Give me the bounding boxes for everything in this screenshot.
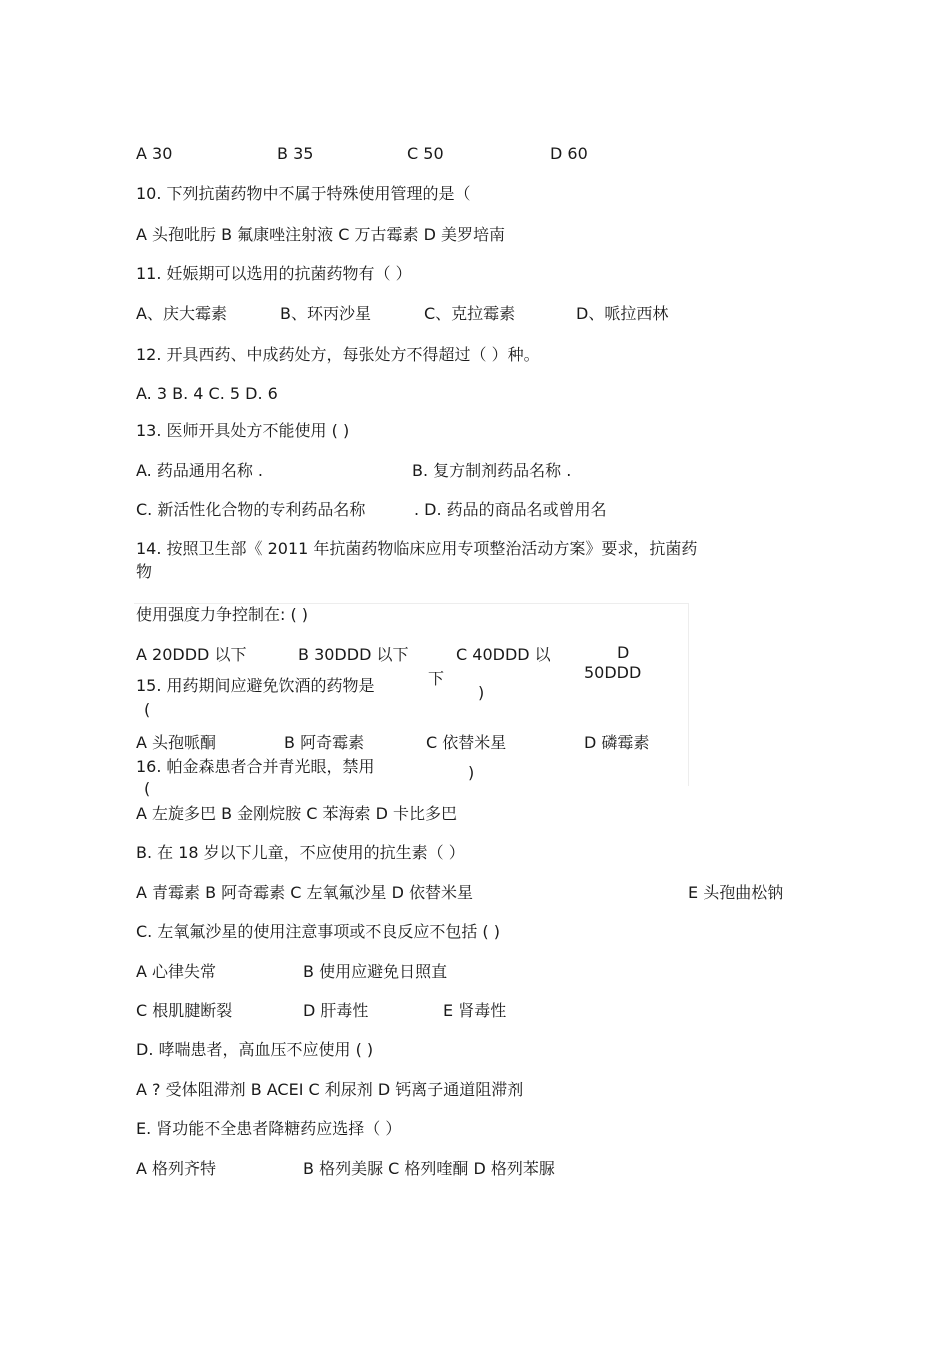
question-12-stem: 12. 开具西药、中成药处方，每张处方不得超过（ ）种。 [136, 345, 540, 364]
question-e-option-a: A 格列齐特 [136, 1159, 217, 1178]
question-c-option-d: D 肝毒性 [303, 1001, 369, 1020]
option-a: A 30 [136, 144, 173, 163]
question-15-stem: 15. 用药期间应避免饮酒的药物是 [136, 676, 375, 695]
question-14-stem-line3: 使用强度力争控制在: ( ) [136, 605, 309, 624]
question-14-option-d-value: 50DDD [584, 663, 642, 682]
question-14-option-a: A 20DDD 以下 [136, 645, 247, 664]
question-15-option-d: D 磷霉素 [584, 733, 650, 752]
question-16-paren-close: ) [468, 763, 475, 782]
question-b-stem: B. 在 18 岁以下儿童，不应使用的抗生素（ ） [136, 843, 465, 862]
question-11-option-d: D、哌拉西林 [576, 304, 669, 323]
question-11-option-a: A、庆大霉素 [136, 304, 227, 323]
option-c: C 50 [407, 144, 444, 163]
question-15-paren-close: ) [478, 683, 485, 702]
question-12-options: A. 3 B. 4 C. 5 D. 6 [136, 384, 278, 403]
question-11-stem: 11. 妊娠期可以选用的抗菌药物有（ ） [136, 264, 412, 283]
question-15-option-b: B 阿奇霉素 [284, 733, 365, 752]
question-e-stem: E. 肾功能不全患者降糖药应选择（ ） [136, 1119, 402, 1138]
question-13-option-c: C. 新活性化合物的专利药品名称 [136, 500, 366, 519]
question-15-option-a: A 头孢哌酮 [136, 733, 217, 752]
question-16-stem: 16. 帕金森患者合并青光眼，禁用 [136, 757, 375, 776]
question-10-options: A 头孢吡肟 B 氟康唑注射液 C 万古霉素 D 美罗培南 [136, 225, 506, 244]
question-d-stem: D. 哮喘患者，高血压不应使用 ( ) [136, 1040, 374, 1059]
question-13-option-a: A. 药品通用名称 . [136, 461, 264, 480]
question-14-option-c: C 40DDD 以 [456, 645, 551, 664]
question-c-option-b: B 使用应避免日照直 [303, 962, 448, 981]
question-d-options: A ? 受体阻滞剂 B ACEI C 利尿剂 D 钙离子通道阻滞剂 [136, 1080, 524, 1099]
question-14-option-c-cont: 下 [428, 669, 445, 688]
question-11-option-b: B、环丙沙星 [280, 304, 371, 323]
question-14-option-d-letter: D [617, 643, 630, 662]
question-15-option-c: C 依替米星 [426, 733, 507, 752]
question-c-option-c: C 根肌腱断裂 [136, 1001, 233, 1020]
question-11-option-c: C、克拉霉素 [424, 304, 516, 323]
question-b-options: A 青霉素 B 阿奇霉素 C 左氧氟沙星 D 依替米星 [136, 883, 474, 902]
question-13-option-d: . D. 药品的商品名或曾用名 [414, 500, 607, 519]
question-c-option-a: A 心律失常 [136, 962, 217, 981]
question-e-options-rest: B 格列美脲 C 格列喹酮 D 格列苯脲 [303, 1159, 555, 1178]
question-13-stem: 13. 医师开具处方不能使用 ( ) [136, 421, 350, 440]
question-15-paren-open: ( [144, 700, 151, 719]
option-b: B 35 [277, 144, 314, 163]
question-c-option-e: E 肾毒性 [443, 1001, 507, 1020]
question-14-option-b: B 30DDD 以下 [298, 645, 409, 664]
question-b-option-e: E 头孢曲松钠 [688, 883, 784, 902]
question-16-options: A 左旋多巴 B 金刚烷胺 C 苯海索 D 卡比多巴 [136, 804, 458, 823]
question-14-stem-line2: 物 [136, 562, 153, 581]
option-d: D 60 [550, 144, 588, 163]
question-16-paren-open: ( [144, 779, 151, 798]
question-c-stem: C. 左氧氟沙星的使用注意事项或不良反应不包括 ( ) [136, 922, 501, 941]
question-10-stem: 10. 下列抗菌药物中不属于特殊使用管理的是（ [136, 184, 471, 203]
question-13-option-b: B. 复方制剂药品名称 . [412, 461, 572, 480]
question-14-stem-line1: 14. 按照卫生部《 2011 年抗菌药物临床应用专项整治活动方案》要求，抗菌药 [136, 539, 698, 558]
